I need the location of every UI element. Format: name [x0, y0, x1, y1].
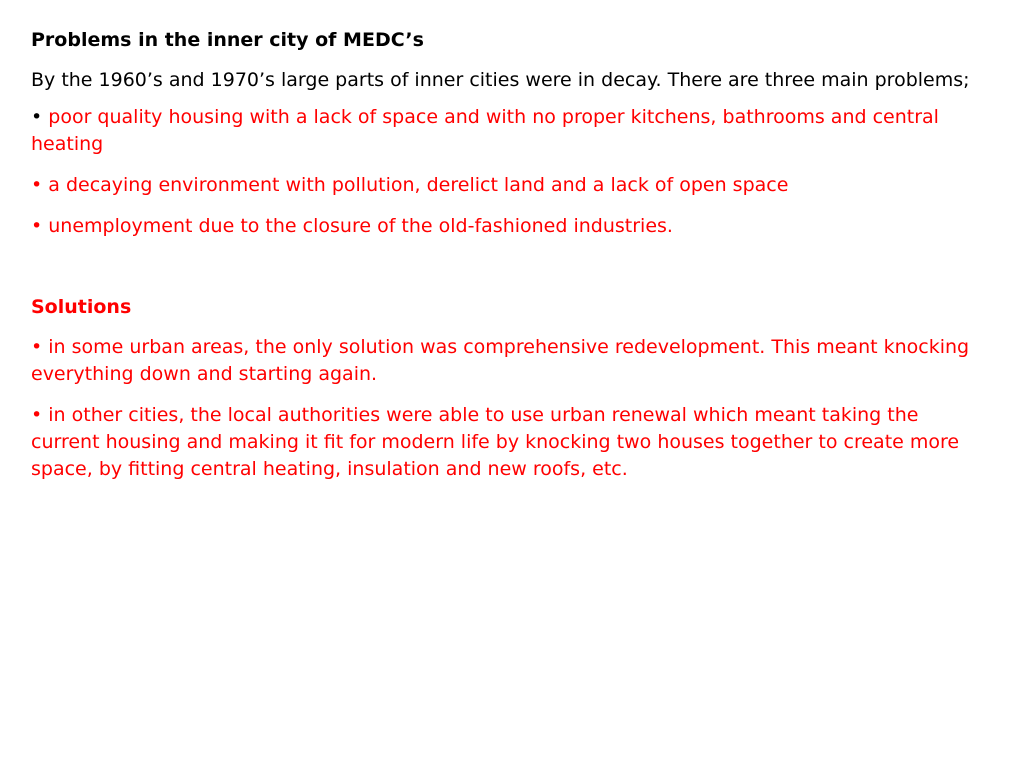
solutions-bullet-2: [31, 402, 984, 483]
bullet-icon: •: [31, 404, 43, 426]
solutions-bullet-1: [31, 334, 984, 388]
problems-bullet-text: unemployment due to the closure of the old-fashioned industries.: [48, 215, 673, 237]
problems-heading: Problems in the inner city of MEDC’s: [31, 29, 424, 51]
problems-bullet-3: [31, 213, 984, 240]
problems-bullet-1: [31, 104, 984, 158]
bullet-icon: •: [31, 106, 43, 128]
bullet-icon: •: [31, 174, 43, 196]
solutions-heading: Solutions: [31, 296, 132, 318]
bullet-icon: •: [31, 336, 43, 358]
problems-intro: By the 1960’s and 1970’s large parts of inner cities were in decay. There are three main problems;: [31, 69, 970, 91]
problems-bullet-2: [31, 172, 984, 199]
problems-bullet-text: a decaying environment with pollution, derelict land and a lack of open space: [48, 174, 789, 196]
problems-bullet-text: poor quality housing with a lack of space and with no proper kitchens, bathrooms and central heating: [31, 106, 939, 155]
solutions-bullet-text: in other cities, the local authorities were able to use urban renewal which meant taking the current housing and making it fit for modern life by knocking two houses together to create more space, by fitting central heating, insulation and new roofs, etc.: [31, 404, 960, 480]
solutions-bullet-text: in some urban areas, the only solution was comprehensive redevelopment. This meant knocking everything down and starting again.: [31, 336, 970, 385]
section-spacer: [31, 254, 984, 294]
bullet-icon: •: [31, 215, 43, 237]
